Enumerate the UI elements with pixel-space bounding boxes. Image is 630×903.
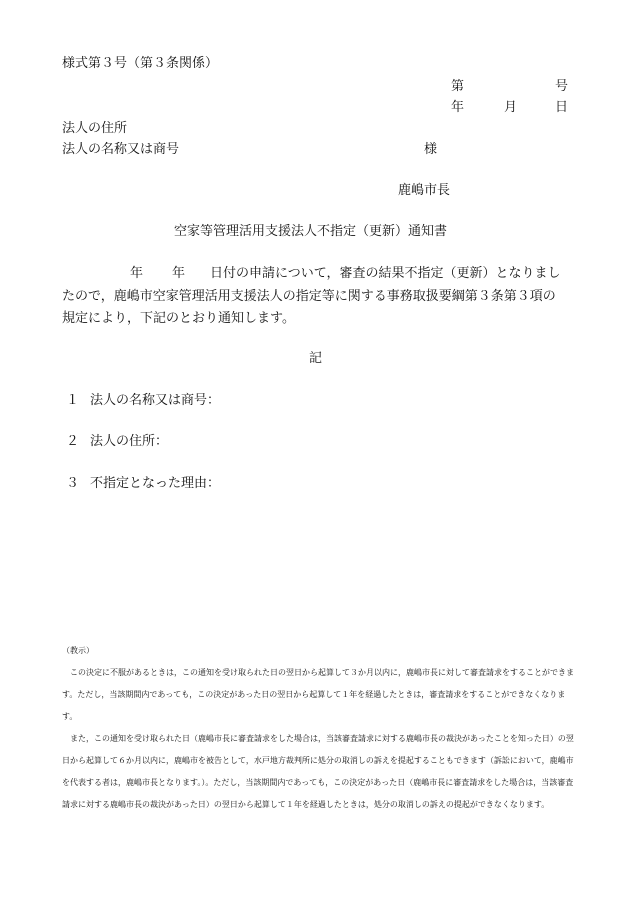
appeal-notice [62, 640, 576, 816]
item-3-label: 不指定となった理由： [90, 476, 221, 491]
date-year: 年 [451, 100, 465, 115]
number-suffix: 号 [555, 79, 569, 94]
body-line-1: 日付の申請について，審査の結果不指定（更新）となりまし [210, 266, 561, 281]
notice-paragraph-1: この決定に不服があるときは，この通知を受け取られた日の翌日から起算して３か月以内に，鹿嶋市長に対して審査請求をすることができます。ただし，当該期間内であっても，この決定があった日の翌日から起算して１年を経過したときは，審査請求をすることができなくなります。 [62, 668, 574, 721]
recipient-name-label: 法人の名称又は商号 [62, 142, 180, 157]
number-prefix: 第 [451, 79, 465, 94]
notice-heading: （教示） [62, 646, 94, 655]
body-year-2: 年 [172, 266, 186, 281]
item-2-number: ２ [66, 434, 80, 449]
body-line-3: 規定により，下記のとおり通知します。 [62, 311, 295, 326]
document-title: 空家等管理活用支援法人不指定（更新）通知書 [174, 224, 448, 239]
issuer: 鹿嶋市長 [398, 183, 451, 198]
item-1-number: １ [66, 393, 80, 408]
form-label: 様式第３号（第３条関係） [62, 56, 219, 71]
item-2-label: 法人の住所： [90, 434, 169, 449]
item-3-number: ３ [66, 476, 80, 491]
ki-heading: 記 [309, 351, 323, 366]
item-1-label: 法人の名称又は商号： [90, 393, 221, 408]
notice-paragraph-2: また，この通知を受け取られた日（鹿嶋市長に審査請求をした場合は，当該審査請求に対する鹿嶋市長の裁決があったことを知った日）の翌日から起算して６か月以内に，鹿嶋市を被告として，水戸地方裁判所に処分の取消しの訴えを提起することもできます（訴訟において，鹿嶋市を代表する者は，鹿嶋市長となります。）。ただし，当該期間内であっても，この決定があった日（鹿嶋市長に審査請求をした場合は，当該審査請求に対する鹿嶋市長の裁決があった日）の翌日から起算して１年を経過したときは，処分の取消しの訴えの提起ができなくなります。 [62, 734, 574, 809]
date-day: 日 [555, 100, 569, 115]
date-month: 月 [504, 100, 518, 115]
recipient-address-label: 法人の住所 [62, 121, 128, 136]
body-line-2: たので，鹿嶋市空家管理活用支援法人の指定等に関する事務取扱要綱第３条第３項の [62, 289, 556, 304]
body-year-1: 年 [130, 266, 144, 281]
recipient-honorific: 様 [424, 142, 438, 157]
